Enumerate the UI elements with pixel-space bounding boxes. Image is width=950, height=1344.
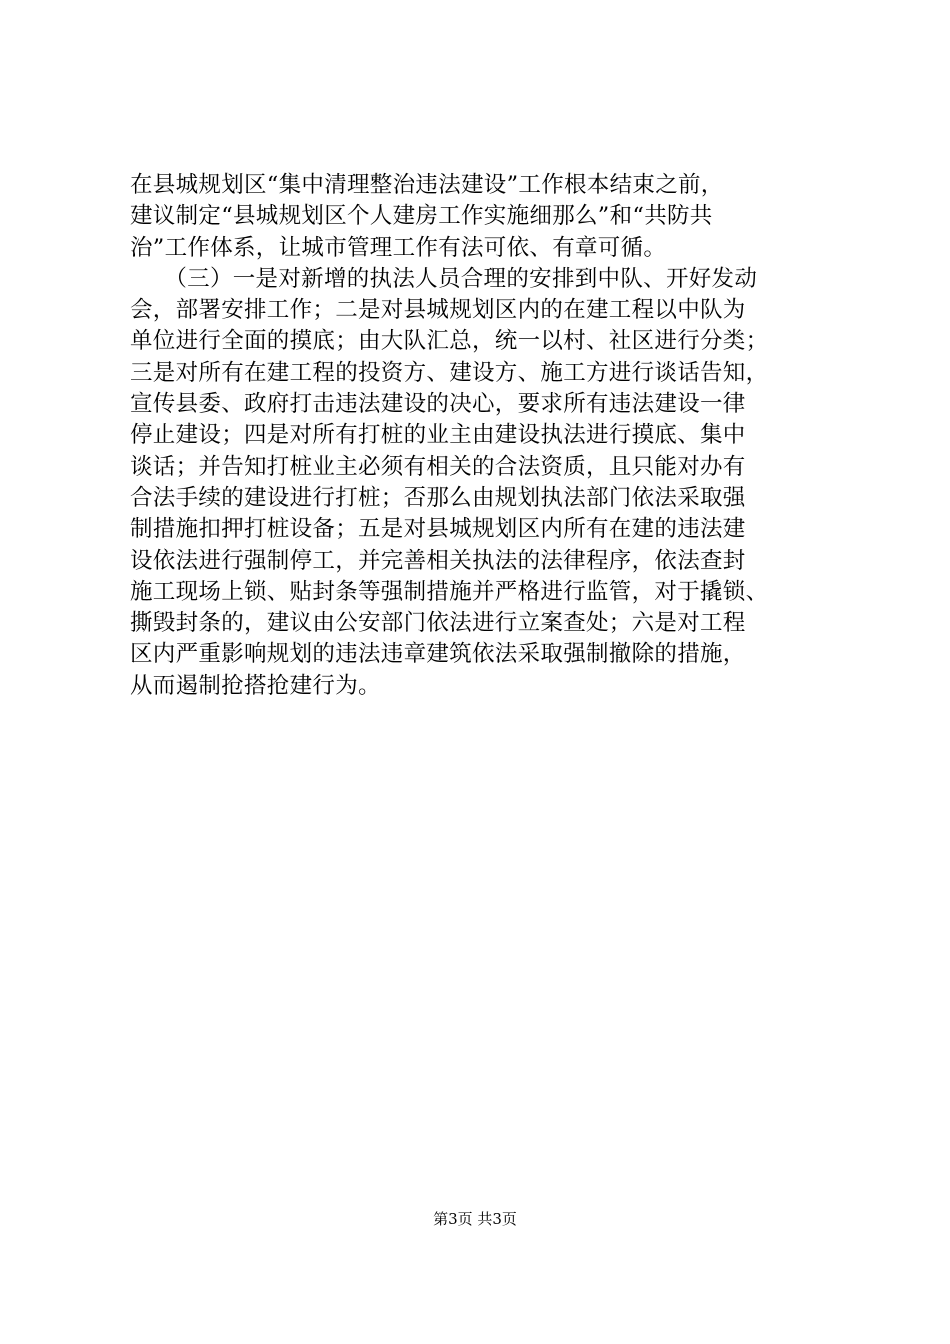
page-footer [0,1209,950,1229]
text-line: 建议制定“县城规划区个人建房工作实施细那么”和“共防共 [130,203,713,230]
text-line: 制措施扣押打桩设备；五是对县城规划区内所有在建的违法建 [130,516,746,543]
text-line: 治”工作体系，让城市管理工作有法可依、有章可循。 [130,234,667,261]
text-line: 单位进行全面的摸底；由大队汇总，统一以村、社区进行分类； [130,328,769,355]
text-line: 宣传县委、政府打击违法建设的决心，要求所有违法建设一律 [130,391,746,418]
text-line: 在县城规划区“集中清理整治违法建设”工作根本结束之前， [130,172,724,198]
text-line: 三是对所有在建工程的投资方、建设方、施工方进行谈话告知， [130,359,769,386]
text-line: 区内严重影响规划的违法违章建筑依法采取强制撤除的措施， [130,641,746,668]
text-line: 会，部署安排工作；二是对县城规划区内的在建工程以中队为 [130,297,746,324]
text-line: 合法手续的建设进行打桩；否那么由规划执法部门依法采取强 [130,484,746,511]
text-line: 撕毁封条的，建议由公安部门依法进行立案查处；六是对工程 [130,610,746,637]
text-line: 施工现场上锁、贴封条等强制措施并严格进行监管，对于撬锁、 [130,578,769,605]
body-text [130,170,830,702]
text-line: 谈话；并告知打桩业主必须有相关的合法资质，且只能对办有 [130,453,746,480]
text-line: 停止建设；四是对所有打桩的业主由建设执法进行摸底、集中 [130,422,746,449]
page-number-label: 第3页 共3页 [433,1210,517,1228]
text-line: 设依法进行强制停工，并完善相关执法的法律程序，依法查封 [130,547,746,574]
text-line: （三）一是对新增的执法人员合理的安排到中队、开好发动 [130,265,758,292]
text-line: 从而遏制抢搭抢建行为。 [130,672,381,699]
